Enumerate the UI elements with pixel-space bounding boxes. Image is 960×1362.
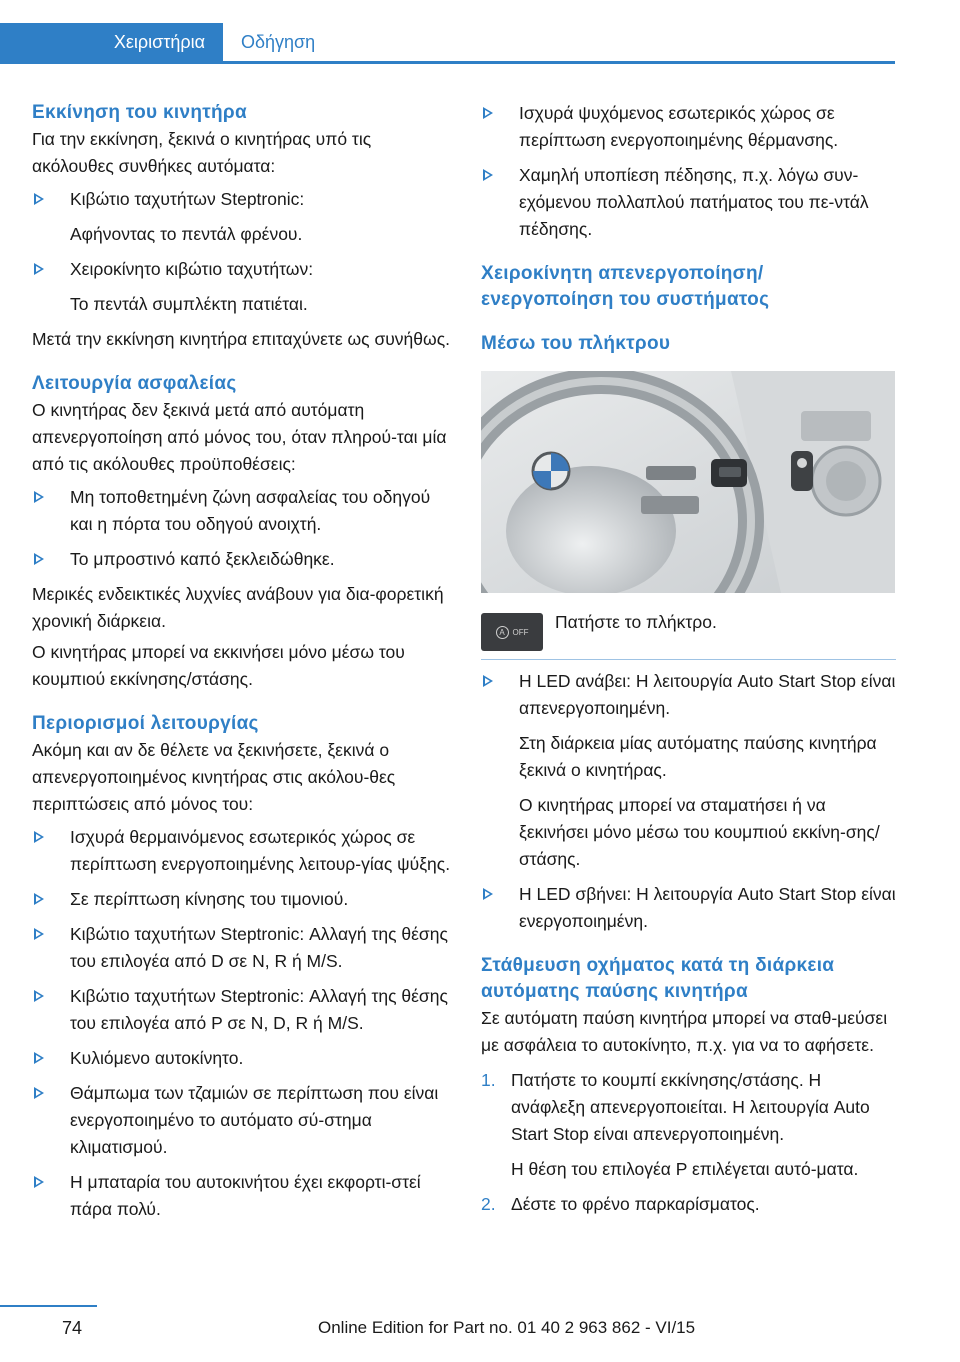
triangle-bullet-icon bbox=[34, 491, 44, 503]
step-text: Πατήστε το κουμπί εκκίνησης/στάσης. Η ανάφλεξη απενεργοποιείται. Η λειτουργία Auto Start Stop είναι απενεργοποιημένη. bbox=[511, 1070, 870, 1144]
triangle-bullet-icon bbox=[34, 990, 44, 1002]
list-item bbox=[32, 1080, 452, 1161]
list-item-text: Κυλιόμενο αυτοκίνητο. bbox=[70, 1048, 244, 1068]
step-subtext: Η θέση του επιλογέα P επιλέγεται αυτό-ματα. bbox=[511, 1159, 859, 1179]
steering-wheel-photo bbox=[481, 371, 895, 593]
list-item-subtext: Το πεντάλ συμπλέκτη πατιέται. bbox=[70, 294, 308, 314]
triangle-bullet-icon bbox=[483, 107, 493, 119]
list-item bbox=[32, 1045, 452, 1072]
list-item-text: Κιβώτιο ταχυτήτων Steptronic: bbox=[70, 189, 305, 209]
list-item-text: Ισχυρά ψυχόμενος εσωτερικός χώρος σε περίπτωση ενεργοποιημένης θέρμανσης. bbox=[519, 103, 839, 150]
paragraph-after-start: Μετά την εκκίνηση κινητήρα επιταχύνετε ως συνήθως. bbox=[32, 329, 450, 349]
list-item-text: Ισχυρά θερμαινόμενος εσωτερικός χώρος σε περίπτωση ενεργοποιημένης λειτουρ-γίας ψύξης. bbox=[70, 827, 451, 874]
list-item-subtext: Στη διάρκεια μίας αυτόματης παύσης κινητήρα ξεκινά ο κινητήρας. bbox=[519, 733, 877, 780]
limitations-list-continued bbox=[481, 100, 896, 243]
list-item-text: Χαμηλή υποπίεση πέδησης, π.χ. λόγω συν-εχόμενου πολλαπλού πατήματος του πε-ντάλ πέδησης. bbox=[519, 165, 869, 239]
led-status-list bbox=[481, 668, 896, 935]
step-item bbox=[481, 1067, 896, 1183]
press-button-text: Πατήστε το πλήκτρο. bbox=[555, 612, 717, 632]
press-button-row bbox=[481, 609, 896, 651]
list-item bbox=[32, 186, 452, 248]
triangle-bullet-icon bbox=[483, 675, 493, 687]
header-bar bbox=[0, 0, 960, 62]
list-item-text: Κιβώτιο ταχυτήτων Steptronic: Αλλαγή της θέσης του επιλογέα από P σε N, D, R ή M/S. bbox=[70, 986, 448, 1033]
triangle-bullet-icon bbox=[34, 553, 44, 565]
list-item bbox=[32, 484, 452, 538]
list-item-text: Χειροκίνητο κιβώτιο ταχυτήτων: bbox=[70, 259, 314, 279]
heading-limitations: Περιορισμοί λειτουργίας bbox=[32, 713, 259, 734]
parking-steps-list bbox=[481, 1067, 896, 1218]
list-item bbox=[32, 824, 452, 878]
list-item bbox=[481, 881, 896, 935]
footer-rule bbox=[0, 1305, 97, 1307]
paragraph-parking: Σε αυτόματη παύση κινητήρα μπορεί να σταθ-μεύσει με ασφάλεια το αυτοκίνητο, π.χ. για να το αφήσετε. bbox=[481, 1008, 888, 1055]
off-label: OFF bbox=[512, 627, 529, 637]
start-conditions-list bbox=[32, 186, 452, 318]
safety-list bbox=[32, 484, 452, 573]
triangle-bullet-icon bbox=[34, 1176, 44, 1188]
list-item bbox=[32, 256, 452, 318]
heading-manual-toggle: Χειροκίνητη απενεργοποίηση/ ενεργοποίηση του συστήματος bbox=[481, 263, 770, 310]
edition-text: Online Edition for Part no. 01 40 2 963 862 - VI/15 bbox=[318, 1318, 696, 1337]
list-item bbox=[32, 921, 452, 975]
list-item-text: Η LED ανάβει: Η λειτουργία Auto Start Stop είναι απενεργοποιημένη. bbox=[519, 671, 896, 718]
step-text: Δέστε το φρένο παρκαρίσματος. bbox=[511, 1194, 760, 1214]
list-item-subtext: Ο κινητήρας μπορεί να σταματήσει ή να ξεκινήσει μόνο μέσω του κουμπιού εκκίνη-σης/στάσης. bbox=[519, 795, 880, 869]
paragraph-limitations: Ακόμη και αν δε θέλετε να ξεκινήσετε, ξεκινά ο απενεργοποιημένος κινητήρας στις ακόλου-θες περιπτώσεις από μόνος του: bbox=[32, 740, 396, 814]
heading-engine-start: Εκκίνηση του κινητήρα bbox=[32, 102, 247, 123]
step-number: 2. bbox=[481, 1194, 496, 1214]
step-number: 1. bbox=[481, 1070, 496, 1090]
triangle-bullet-icon bbox=[34, 193, 44, 205]
page-number: 74 bbox=[62, 1318, 83, 1338]
auto-start-stop-symbol-icon: A bbox=[496, 626, 509, 639]
list-item-text: Η μπαταρία του αυτοκινήτου έχει εκφορτι-στεί πάρα πολύ. bbox=[70, 1172, 421, 1219]
list-item bbox=[32, 983, 452, 1037]
list-item bbox=[481, 100, 896, 154]
left-column bbox=[32, 100, 452, 1231]
triangle-bullet-icon bbox=[34, 831, 44, 843]
list-item-text: Κιβώτιο ταχυτήτων Steptronic: Αλλαγή της θέσης του επιλογέα από D σε N, R ή M/S. bbox=[70, 924, 448, 971]
list-item bbox=[32, 886, 452, 913]
triangle-bullet-icon bbox=[34, 263, 44, 275]
paragraph-lamps: Μερικές ενδεικτικές λυχνίες ανάβουν για δια-φορετική χρονική διάρκεια. bbox=[32, 584, 444, 631]
list-item-text: Η LED σβήνει: Η λειτουργία Auto Start Stop είναι ενεργοποιημένη. bbox=[519, 884, 896, 931]
list-item-text: Το μπροστινό καπό ξεκλειδώθηκε. bbox=[70, 549, 335, 569]
paragraph-button-only: Ο κινητήρας μπορεί να εκκινήσει μόνο μέσω του κουμπιού εκκίνησης/στάσης. bbox=[32, 642, 405, 689]
triangle-bullet-icon bbox=[483, 169, 493, 181]
tab-controls[interactable]: Χειριστήρια bbox=[0, 23, 223, 62]
triangle-bullet-icon bbox=[483, 888, 493, 900]
list-item bbox=[32, 546, 452, 573]
list-item bbox=[32, 1169, 452, 1223]
triangle-bullet-icon bbox=[34, 1087, 44, 1099]
divider bbox=[481, 659, 896, 660]
paragraph-engine-start: Για την εκκίνηση, ξεκινά ο κινητήρας υπό τις ακόλουθες συνθήκες αυτόματα: bbox=[32, 129, 372, 176]
list-item-text: Μη τοποθετημένη ζώνη ασφαλείας του οδηγού και η πόρτα του οδηγού ανοιχτή. bbox=[70, 487, 431, 534]
header-rule bbox=[0, 61, 895, 64]
tab-driving[interactable]: Οδήγηση bbox=[223, 23, 383, 62]
heading-via-button: Μέσω του πλήκτρου bbox=[481, 333, 671, 354]
triangle-bullet-icon bbox=[34, 893, 44, 905]
list-item bbox=[481, 162, 896, 243]
heading-parking: Στάθμευση οχήματος κατά τη διάρκεια αυτόματης παύσης κινητήρα bbox=[481, 955, 835, 1002]
triangle-bullet-icon bbox=[34, 1052, 44, 1064]
list-item-text: Θάμπωμα των τζαμιών σε περίπτωση που είναι ενεργοποιημένο το αυτόματο σύ-στημα κλιματισμού. bbox=[70, 1083, 439, 1157]
step-item bbox=[481, 1191, 896, 1218]
triangle-bullet-icon bbox=[34, 928, 44, 940]
auto-start-stop-off-icon bbox=[481, 613, 543, 651]
heading-safety-function: Λειτουργία ασφαλείας bbox=[32, 373, 237, 394]
list-item-text: Σε περίπτωση κίνησης του τιμονιού. bbox=[70, 889, 349, 909]
paragraph-safety: Ο κινητήρας δεν ξεκινά μετά από αυτόματη απενεργοποίηση από μόνος του, όταν πληρού-ται μία από τις ακόλουθες προϋποθέσεις: bbox=[32, 400, 447, 474]
right-column bbox=[481, 100, 896, 1226]
limitations-list bbox=[32, 824, 452, 1223]
list-item-subtext: Αφήνοντας το πεντάλ φρένου. bbox=[70, 224, 303, 244]
list-item bbox=[481, 668, 896, 873]
